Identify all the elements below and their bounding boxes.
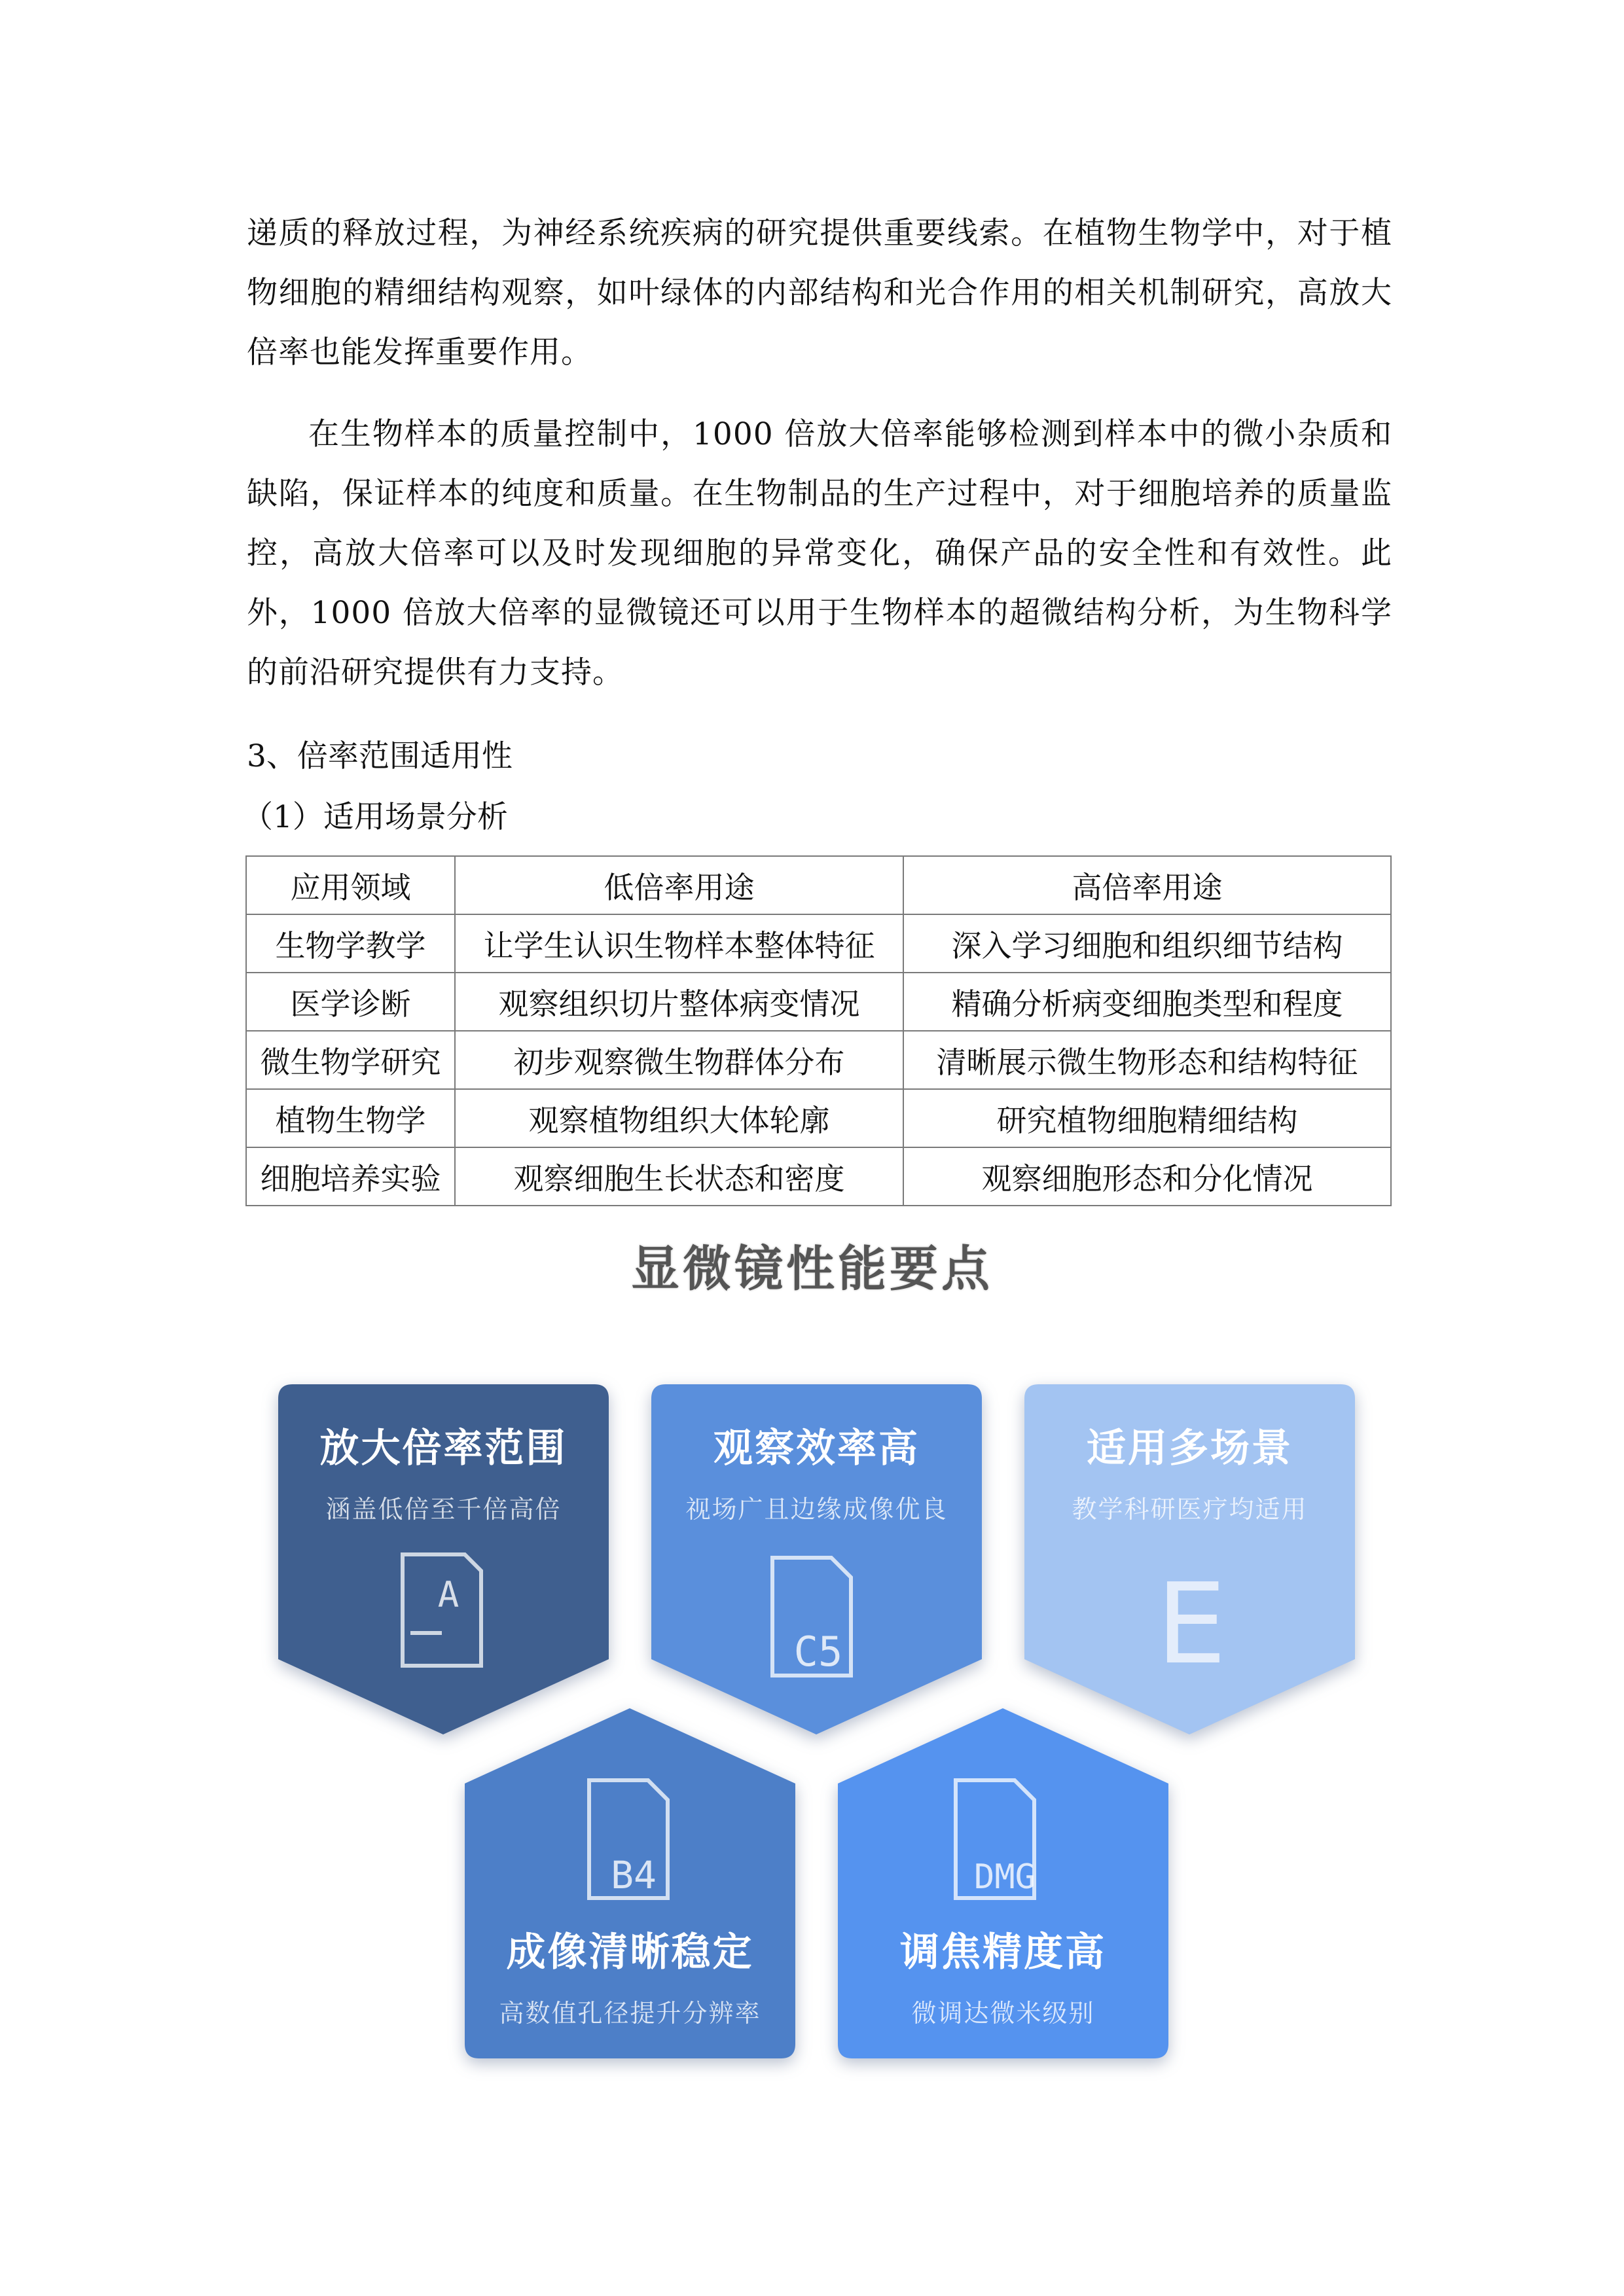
table-header-cell: 高倍率用途 <box>903 856 1391 914</box>
table-cell: 深入学习细胞和组织细节结构 <box>903 914 1391 973</box>
table-cell: 植物生物学 <box>246 1089 455 1147</box>
table-row <box>246 914 1391 973</box>
document-icon <box>766 1551 864 1682</box>
icon-label: DMG <box>974 1857 1036 1897</box>
table-cell: 研究植物细胞精细结构 <box>903 1089 1391 1147</box>
table-cell: 让学生认识生物样本整体特征 <box>455 914 903 973</box>
document-icon <box>1146 1551 1237 1682</box>
card-subtitle: 高数值孔径提升分辨率 <box>499 1999 761 2028</box>
card-title: 放大倍率范围 <box>319 1426 568 1471</box>
table-cell: 观察细胞形态和分化情况 <box>903 1147 1391 1206</box>
figure-title: 显微镜性能要点 <box>631 1241 993 1297</box>
paragraph-2: 在生物样本的质量控制中，1000 倍放大倍率能够检测到样本中的微小杂质和缺陷，保证样本的纯度和质量。在生物制品的生产过程中，对于细胞培养的质量监控，高放大倍率可以及时发现细胞的异常变化，确保产品的安全性和有效性。此外，1000 倍放大倍率的显微镜还可以用于生物样本的超微结构分析，为生物科学的前沿研究提供有力支持。 <box>247 416 1392 691</box>
icon-label: A <box>437 1574 460 1615</box>
card-title: 调焦精度高 <box>900 1929 1106 1975</box>
card-title: 观察效率高 <box>713 1426 920 1471</box>
card-title: 成像清晰稳定 <box>506 1929 754 1975</box>
card-subtitle: 微调达微米级别 <box>911 1999 1095 2028</box>
card-subtitle: 视场广且边缘成像优良 <box>685 1495 948 1524</box>
subsection-heading: （1）适用场景分析 <box>242 799 508 835</box>
section-heading: 3、倍率范围适用性 <box>247 738 513 774</box>
table-cell: 初步观察微生物群体分布 <box>455 1031 903 1089</box>
table-cell: 医学诊断 <box>246 973 455 1031</box>
table-cell: 观察植物组织大体轮廓 <box>455 1089 903 1147</box>
icon-label: B4 <box>611 1853 657 1897</box>
table-cell: 清晰展示微生物形态和结构特征 <box>903 1031 1391 1089</box>
paragraph-1: 递质的释放过程，为神经系统疾病的研究提供重要线索。在植物生物学中，对于植物细胞的精细结构观察，如叶绿体的内部结构和光合作用的相关机制研究，高放大倍率也能发挥重要作用。 <box>247 215 1392 370</box>
feature-card-clarity <box>465 1708 795 2058</box>
table-cell: 细胞培养实验 <box>246 1147 455 1206</box>
table-cell: 观察细胞生长状态和密度 <box>455 1147 903 1206</box>
table-cell: 微生物学研究 <box>246 1031 455 1089</box>
table-cell: 精确分析病变细胞类型和程度 <box>903 973 1391 1031</box>
card-subtitle: 教学科研医疗均适用 <box>1072 1495 1308 1524</box>
application-table <box>245 855 1392 1206</box>
table-cell: 生物学教学 <box>246 914 455 973</box>
table-header-cell: 低倍率用途 <box>455 856 903 914</box>
table-row <box>246 1089 1391 1147</box>
table-header-cell: 应用领域 <box>246 856 455 914</box>
card-subtitle: 涵盖低倍至千倍高倍 <box>325 1495 562 1524</box>
document-icon <box>396 1548 488 1672</box>
feature-card-magnification <box>278 1384 609 1734</box>
card-title: 适用多场景 <box>1087 1426 1293 1471</box>
table-row <box>246 973 1391 1031</box>
table-cell: 观察组织切片整体病变情况 <box>455 973 903 1031</box>
icon-label: C5 <box>793 1628 843 1676</box>
document-icon <box>583 1774 681 1905</box>
table-header-row <box>246 856 1391 914</box>
table-row <box>246 1147 1391 1206</box>
feature-card-efficiency <box>651 1384 982 1734</box>
icon-label: E <box>1156 1560 1227 1682</box>
feature-card-focus-precision <box>838 1708 1168 2058</box>
table-row <box>246 1031 1391 1089</box>
document-icon <box>946 1774 1057 1905</box>
feature-card-scenarios <box>1024 1384 1355 1734</box>
